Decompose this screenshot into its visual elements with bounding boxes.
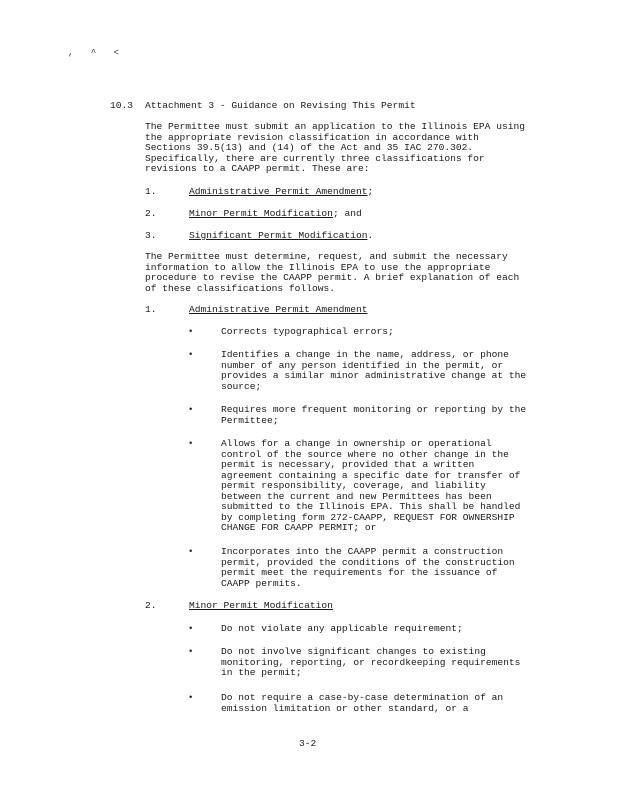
bullet-icon: • [188, 405, 194, 415]
bullet-text: Allows for a change in ownership or operational control of the source where no other change in the permit is necessary, provided that a written agreement containing a specific date for transfer of permit responsibility, coverage, and liability between the current and new Permittees has been submitted to the Illinois EPA. This shall be handled by completing form 272-CAAPP, REQUEST FOR OWNERSHIP CHANGE FOR CAAPP PERMIT; or [221, 438, 521, 533]
bullet-text: Identifies a change in the name, address, or phone number of any person identified in the permit, or provides a similar minor administrative change at the source; [221, 349, 527, 392]
section-number: 10.3 [110, 100, 134, 111]
classification-label: Significant Permit Modification [189, 230, 368, 241]
bullet-icon: • [188, 624, 194, 634]
admin-amendment-title: Administrative Permit Amendment [189, 304, 368, 315]
section-heading [110, 101, 416, 112]
intro-paragraph: The Permittee must submit an application to the Illinois EPA using the appropriate revision classification in accordance with Sections 39.5(13) and (14) of the Act and 35 IAC 270.302. Specifically, there are currently three classifications for revisions to a CAAPP permit. These are: [145, 121, 525, 174]
admin-amendment-number: 1. [145, 304, 157, 315]
bullet-icon: • [188, 439, 194, 449]
bullet-icon: • [188, 547, 194, 557]
bullet-text: Do not violate any applicable requirement; [221, 623, 463, 634]
classification-suffix: ; and [332, 208, 362, 219]
minor-modification-number: 2. [145, 600, 157, 611]
minor-modification-heading [145, 601, 333, 612]
bullet-icon: • [188, 350, 194, 360]
classification-number: 2. [145, 208, 157, 219]
bullet-icon: • [188, 693, 194, 703]
classification-suffix: ; [367, 186, 374, 197]
classification-number: 3. [145, 230, 157, 241]
bullet-icon: • [188, 327, 194, 337]
admin-amendment-heading [145, 305, 367, 316]
page-number: 3-2 [299, 738, 317, 749]
explanation-paragraph: The Permittee must determine, request, and submit the necessary information to allow the Illinois EPA to use the appropriate procedure to revise the CAAPP permit. A brief explanation of each of these classifications follows. [145, 251, 520, 294]
classification-number: 1. [145, 186, 157, 197]
bullet-text: Do not involve significant changes to existing monitoring, reporting, or recordkeeping requirements in the permit; [221, 646, 521, 678]
classification-item-2 [145, 209, 362, 220]
classification-label: Minor Permit Modification [189, 208, 333, 219]
bullet-icon: • [188, 647, 194, 657]
classification-item-1 [145, 187, 373, 198]
minor-modification-title: Minor Permit Modification [189, 600, 333, 611]
bullet-text: Corrects typographical errors; [221, 326, 394, 337]
bullet-text: Do not require a case-by-case determination of an emission limitation or other standard, or a [221, 692, 504, 714]
section-title: Attachment 3 - Guidance on Revising This Permit [145, 100, 416, 111]
bullet-text: Requires more frequent monitoring or reporting by the Permittee; [221, 404, 527, 426]
header-marks: , ^ < [68, 48, 126, 58]
classification-label: Administrative Permit Amendment [189, 186, 368, 197]
bullet-text: Incorporates into the CAAPP permit a construction permit, provided the conditions of the construction permit meet the requirements for the issuance of CAAPP permits. [221, 546, 515, 589]
classification-suffix: . [367, 230, 374, 241]
classification-item-3 [145, 231, 373, 242]
